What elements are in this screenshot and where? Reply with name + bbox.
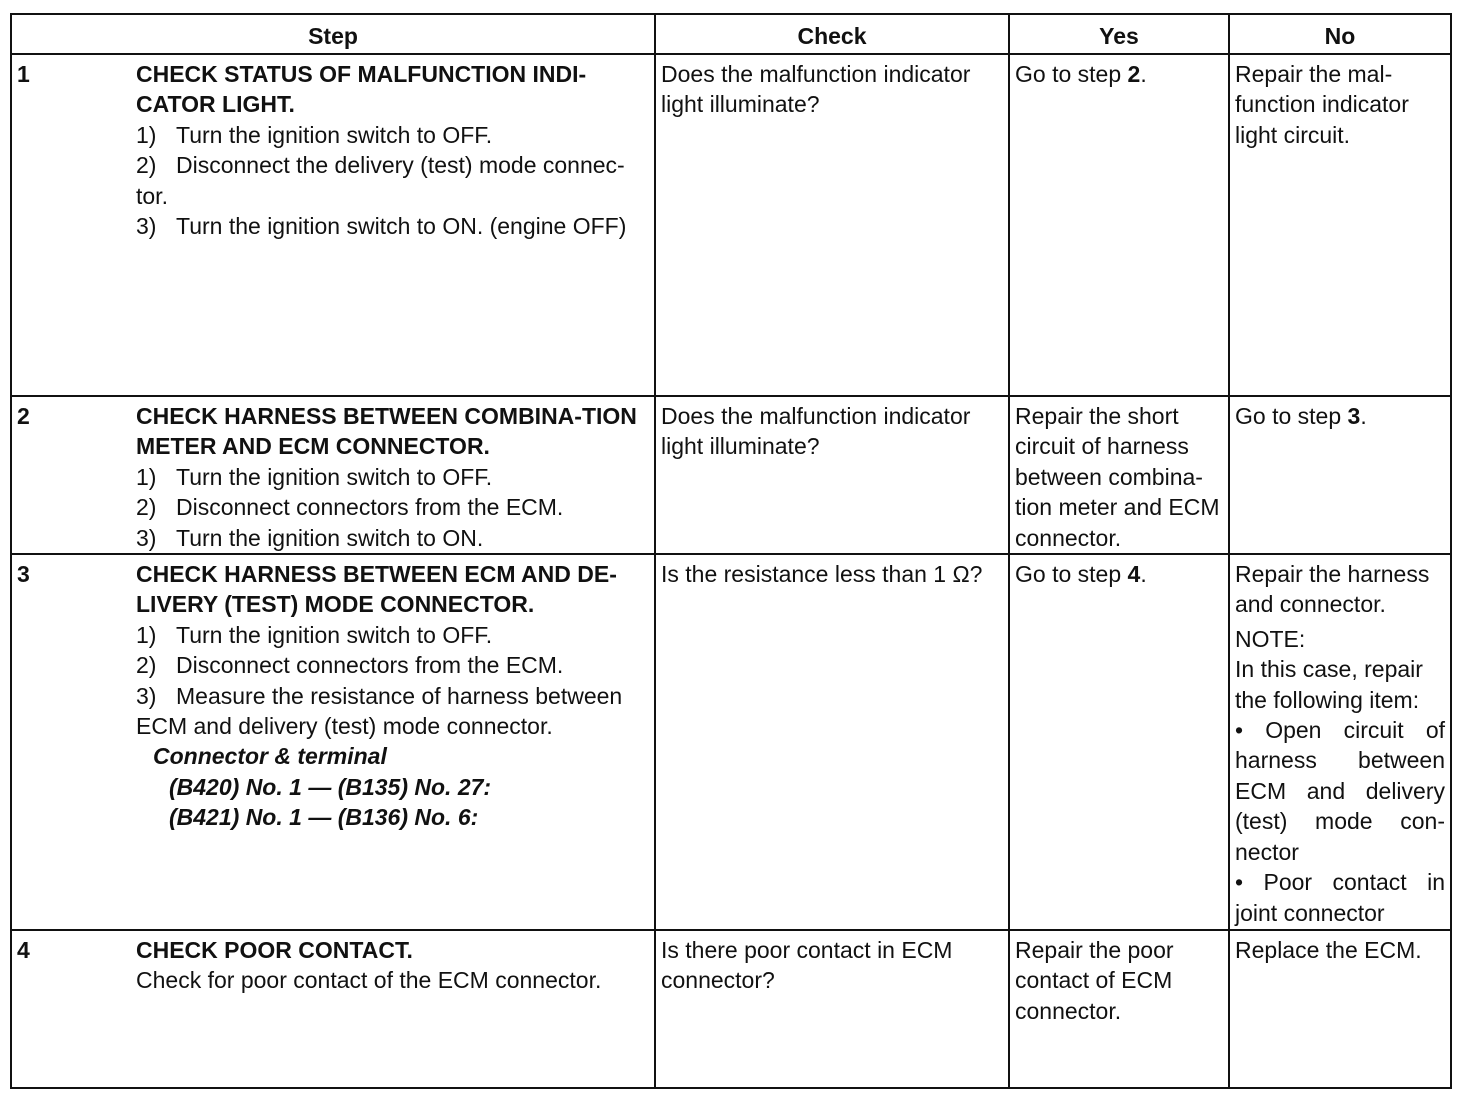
note-item: • Poor contact in joint connector	[1235, 869, 1445, 926]
no-main-text: Repair the harness and connector.	[1235, 561, 1430, 618]
connector-terminal-line: (B420) No. 1 — (B135) No. 27:	[169, 773, 492, 800]
substep: 2) Disconnect the delivery (test) mode connec-tor.	[136, 152, 625, 209]
substep: 3) Measure the resistance of harness between ECM and delivery (test) mode connector.	[136, 682, 623, 740]
note-item: • Open circuit of harness between ECM and delivery (test) mode con-nector	[1235, 717, 1445, 865]
diagnostic-table	[10, 13, 1452, 1089]
substep: 1) Turn the ignition switch to OFF.	[136, 621, 493, 648]
header-step: Step	[11, 14, 655, 54]
header-check: Check	[655, 14, 1009, 54]
note-label: NOTE:	[1235, 625, 1306, 652]
step-cell	[11, 396, 655, 554]
yes-cell: Go to step 4.	[1009, 554, 1229, 930]
yes-cell: Go to step 2.	[1009, 54, 1229, 396]
connector-terminal-line: (B421) No. 1 — (B136) No. 6:	[169, 804, 479, 831]
table-row	[11, 54, 1451, 396]
yes-cell: Repair the short circuit of harness between combina-tion meter and ECM connector.	[1009, 396, 1229, 554]
substep: 2) Disconnect connectors from the ECM.	[136, 494, 564, 521]
header-row	[11, 14, 1451, 54]
step-number: 2	[17, 403, 30, 429]
step-number: 1	[17, 61, 30, 87]
step-title: CHECK POOR CONTACT.	[136, 937, 413, 964]
step-title: CHECK HARNESS BETWEEN COMBINA-TION METER AND ECM CONNECTOR.	[136, 403, 637, 460]
step-cell	[11, 930, 655, 1088]
no-cell: Repair the mal-function indicator light circuit.	[1229, 54, 1451, 396]
check-cell: Is there poor contact in ECM connector?	[655, 930, 1009, 1088]
header-yes: Yes	[1009, 14, 1229, 54]
step-number: 4	[17, 937, 30, 964]
substep: 1) Turn the ignition switch to OFF.	[136, 463, 493, 490]
connector-heading: Connector & terminal	[153, 743, 387, 770]
step-body-text: Check for poor contact of the ECM connector.	[136, 967, 602, 994]
step-number: 3	[17, 561, 30, 588]
no-cell	[1229, 554, 1451, 930]
step-cell	[11, 54, 655, 396]
substep: 3) Turn the ignition switch to ON. (engine OFF)	[136, 213, 627, 240]
table-row	[11, 396, 1451, 554]
step-cell	[11, 554, 655, 930]
check-cell: Does the malfunction indicator light illuminate?	[655, 396, 1009, 554]
step-title: CHECK HARNESS BETWEEN ECM AND DE-LIVERY (TEST) MODE CONNECTOR.	[136, 561, 617, 618]
substep: 1) Turn the ignition switch to OFF.	[136, 121, 493, 148]
step-title: CHECK STATUS OF MALFUNCTION INDI-CATOR LIGHT.	[136, 61, 587, 118]
no-cell: Go to step 3.	[1229, 396, 1451, 554]
check-cell: Does the malfunction indicator light illuminate?	[655, 54, 1009, 396]
note-text: In this case, repair the following item:	[1235, 656, 1423, 713]
substep: 3) Turn the ignition switch to ON.	[136, 524, 484, 551]
header-no: No	[1229, 14, 1451, 54]
table-row	[11, 554, 1451, 930]
check-cell: Is the resistance less than 1 Ω?	[655, 554, 1009, 930]
no-cell: Replace the ECM.	[1229, 930, 1451, 1088]
yes-cell: Repair the poor contact of ECM connector.	[1009, 930, 1229, 1088]
substep: 2) Disconnect connectors from the ECM.	[136, 652, 564, 679]
table-row	[11, 930, 1451, 1088]
